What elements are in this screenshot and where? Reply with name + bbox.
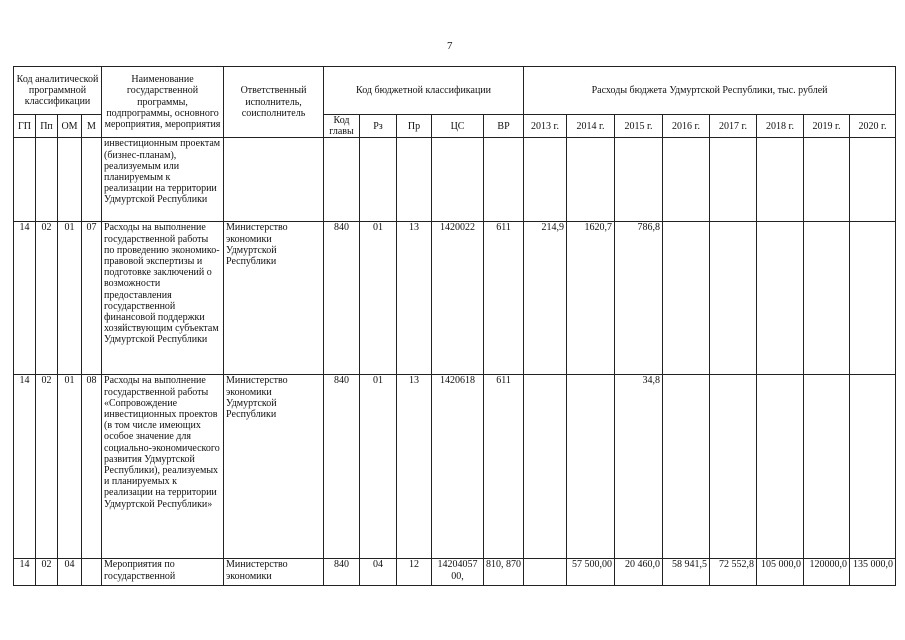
header-year-2014: 2014 г. [567, 115, 615, 138]
cell-value-2016 [663, 222, 710, 375]
cell-value-2014: 1620,7 [567, 222, 615, 375]
cell-m [82, 138, 102, 222]
cell-value-2020 [850, 222, 896, 375]
cell-gp: 14 [14, 559, 36, 586]
cell-value-2017: 72 552,8 [710, 559, 757, 586]
cell-pr [397, 138, 432, 222]
cell-value-2018 [757, 375, 804, 559]
header-gp: ГП [14, 115, 36, 138]
header-analytic-code: Код аналитической программной классификации [14, 67, 102, 115]
cell-name: Расходы на выполнение государственной работы «Сопровождение инвестиционных проектов (в том числе имеющих особое значение для социально-экономического развития Удмуртской Республики), реализуемых и планируемых к реализации на территории Удмуртской Республики» [102, 375, 224, 559]
cell-value-2016 [663, 138, 710, 222]
cell-name: Мероприятия по государственной [102, 559, 224, 586]
cell-vr: 810, 870 [484, 559, 524, 586]
header-executor: Ответственный исполнитель, соисполнитель [224, 67, 324, 138]
cell-vr: 611 [484, 222, 524, 375]
header-om: ОМ [58, 115, 82, 138]
cell-value-2020 [850, 375, 896, 559]
cell-executor: Министерство экономики [224, 559, 324, 586]
cell-gp [14, 138, 36, 222]
cell-kod-glavy: 840 [324, 222, 360, 375]
cell-value-2017 [710, 375, 757, 559]
cell-value-2019 [804, 222, 850, 375]
cell-pp [36, 138, 58, 222]
cell-om: 01 [58, 375, 82, 559]
cell-value-2013 [524, 559, 567, 586]
cell-value-2018 [757, 222, 804, 375]
cell-kod-glavy [324, 138, 360, 222]
cell-cs: 1420618 [432, 375, 484, 559]
header-m: М [82, 115, 102, 138]
cell-value-2016 [663, 375, 710, 559]
header-rz: Рз [360, 115, 397, 138]
cell-executor: Министерство экономики Удмуртской Республики [224, 375, 324, 559]
cell-value-2013: 214,9 [524, 222, 567, 375]
cell-value-2017 [710, 138, 757, 222]
header-pr: Пр [397, 115, 432, 138]
cell-vr [484, 138, 524, 222]
cell-name: Расходы на выполнение государственной работы по проведению экономико-правовой экспертизы и подготовке заключений о возможности предоставления государственной финансовой поддержки хозяйствующим субъектам Удмуртской Республики [102, 222, 224, 375]
header-year-2017: 2017 г. [710, 115, 757, 138]
cell-value-2013 [524, 375, 567, 559]
cell-value-2014: 57 500,00 [567, 559, 615, 586]
header-year-2018: 2018 г. [757, 115, 804, 138]
cell-cs [432, 138, 484, 222]
header-budget-code: Код бюджетной классификации [324, 67, 524, 115]
cell-value-2018: 105 000,0 [757, 559, 804, 586]
cell-pr: 13 [397, 222, 432, 375]
cell-executor: Министерство экономики Удмуртской Республики [224, 222, 324, 375]
header-year-2015: 2015 г. [615, 115, 663, 138]
cell-value-2015: 20 460,0 [615, 559, 663, 586]
cell-value-2014 [567, 138, 615, 222]
header-year-2020: 2020 г. [850, 115, 896, 138]
cell-gp: 14 [14, 222, 36, 375]
cell-value-2018 [757, 138, 804, 222]
cell-value-2019: 120000,0 [804, 559, 850, 586]
table-row [14, 559, 896, 586]
cell-name: инвестиционным проектам (бизнес-планам), реализуемым или планируемым к реализации на территории Удмуртской Республики [102, 138, 224, 222]
cell-value-2013 [524, 138, 567, 222]
cell-rz: 01 [360, 222, 397, 375]
cell-om: 04 [58, 559, 82, 586]
cell-value-2020 [850, 138, 896, 222]
cell-vr: 611 [484, 375, 524, 559]
cell-om [58, 138, 82, 222]
table-row [14, 222, 896, 375]
header-pp: Пп [36, 115, 58, 138]
header-vr: ВР [484, 115, 524, 138]
header-name: Наименование государственной программы, подпрограммы, основного мероприятия, мероприятия [102, 67, 224, 138]
cell-kod-glavy: 840 [324, 559, 360, 586]
cell-rz: 04 [360, 559, 397, 586]
cell-value-2016: 58 941,5 [663, 559, 710, 586]
cell-m: 08 [82, 375, 102, 559]
cell-value-2020: 135 000,0 [850, 559, 896, 586]
cell-pr: 13 [397, 375, 432, 559]
cell-value-2017 [710, 222, 757, 375]
header-kod-glavy: Код главы [324, 115, 360, 138]
cell-gp: 14 [14, 375, 36, 559]
cell-value-2019 [804, 375, 850, 559]
header-expenses: Расходы бюджета Удмуртской Республики, тыс. рублей [524, 67, 896, 115]
cell-executor [224, 138, 324, 222]
cell-m [82, 559, 102, 586]
cell-cs: 14204057 00, [432, 559, 484, 586]
header-year-2013: 2013 г. [524, 115, 567, 138]
cell-rz [360, 138, 397, 222]
table-row [14, 375, 896, 559]
cell-rz: 01 [360, 375, 397, 559]
page-number: 7 [447, 40, 453, 52]
cell-m: 07 [82, 222, 102, 375]
cell-value-2015: 786,8 [615, 222, 663, 375]
cell-value-2015: 34,8 [615, 375, 663, 559]
cell-value-2015 [615, 138, 663, 222]
budget-table [13, 66, 896, 586]
cell-pp: 02 [36, 222, 58, 375]
cell-pp: 02 [36, 559, 58, 586]
cell-kod-glavy: 840 [324, 375, 360, 559]
header-year-2019: 2019 г. [804, 115, 850, 138]
cell-value-2014 [567, 375, 615, 559]
cell-cs: 1420022 [432, 222, 484, 375]
cell-pr: 12 [397, 559, 432, 586]
cell-value-2019 [804, 138, 850, 222]
header-year-2016: 2016 г. [663, 115, 710, 138]
cell-pp: 02 [36, 375, 58, 559]
cell-om: 01 [58, 222, 82, 375]
header-cs: ЦС [432, 115, 484, 138]
table-row [14, 138, 896, 222]
